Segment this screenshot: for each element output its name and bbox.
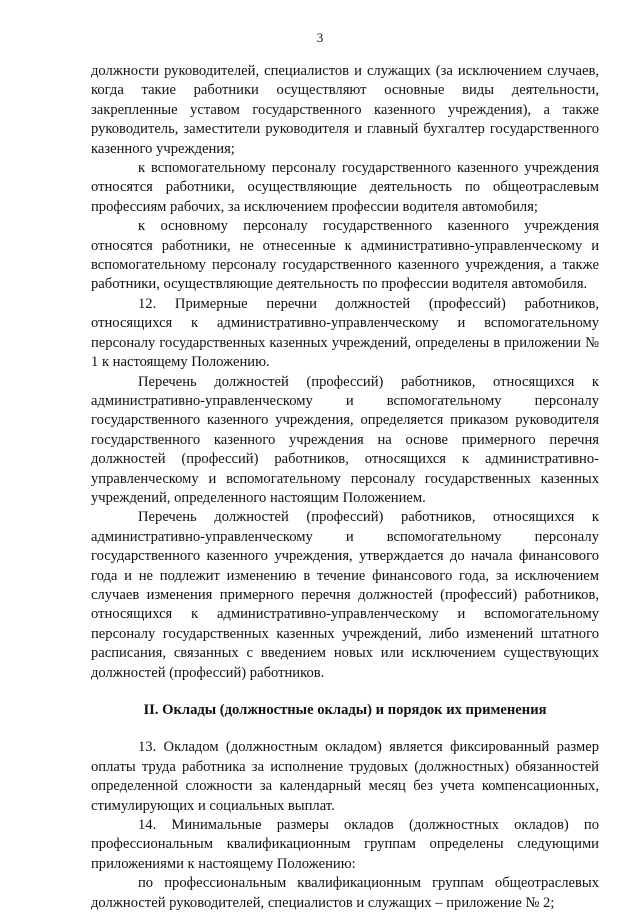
- paragraph: к вспомогательному персоналу государственного казенного учреждения относятся работники, осуществляющие деятельность по общеотраслевым профессиям рабочих, за исключением профессии водителя автомобиля;: [91, 160, 599, 215]
- page-number: 3: [316, 30, 324, 45]
- document-body: [91, 62, 599, 913]
- paragraph: 14. Минимальные размеры окладов (должностных окладов) по профессиональным квалификационным группам определены следующими приложениями к настоящему Положению:: [91, 817, 599, 872]
- paragraphs-after-heading: [91, 738, 599, 913]
- paragraph: Перечень должностей (профессий) работников, относящихся к административно-управленческому и вспомогательному персоналу государственного казенного учреждения, утверждается до начала финансового года и не подлежит изменению в течение финансового года, за исключением случаев изменения примерного перечня должностей (профессий) работников, относящихся к административно-управленческому и вспомогательному персоналу государственных казенных учреждений, либо изменений штатного расписания, связанных с введением новых или исключением существующих должностей (профессий) работников.: [91, 509, 599, 681]
- paragraph: по профессиональным квалификационным группам общеотраслевых должностей руководителей, специалистов и служащих – приложение № 2;: [91, 875, 599, 911]
- paragraph: 12. Примерные перечни должностей (профессий) работников, относящихся к административно-управленческому и вспомогательному персоналу государственных казенных учреждений, определены в приложении № 1 к настоящему Положению.: [91, 295, 599, 371]
- paragraph: Перечень должностей (профессий) работников, относящихся к административно-управленческому и вспомогательному персоналу государственного казенного учреждения, определяется приказом руководителя государственного казенного учреждения на основе примерного перечня должностей (профессий) работников, относящихся к административно-управленческому и вспомогательному персоналу государственных казенных учреждений, определенного настоящим Положением.: [91, 373, 599, 506]
- section-heading: II. Оклады (должностные оклады) и порядок их применения: [143, 702, 547, 718]
- paragraphs-before-heading: [91, 62, 599, 683]
- paragraph: 13. Окладом (должностным окладом) является фиксированный размер оплаты труда работника за исполнение трудовых (должностных) обязанностей определенной сложности за календарный месяц без учета компенсационных, стимулирующих и социальных выплат.: [91, 739, 599, 814]
- paragraph: должности руководителей, специалистов и служащих (за исключением случаев, когда такие работники осуществляют основные виды деятельности, закрепленные уставом государственного казенного учреждения), а также руководитель, заместители руководителя и главный бухгалтер государственного казенного учреждения;: [91, 63, 599, 157]
- paragraph: к основному персоналу государственного казенного учреждения относятся работники, не отнесенные к административно-управленческому и вспомогательному персоналу государственного казенного учреждения, а также работники, осуществляющие деятельность по профессии водителя автомобиля.: [91, 218, 599, 293]
